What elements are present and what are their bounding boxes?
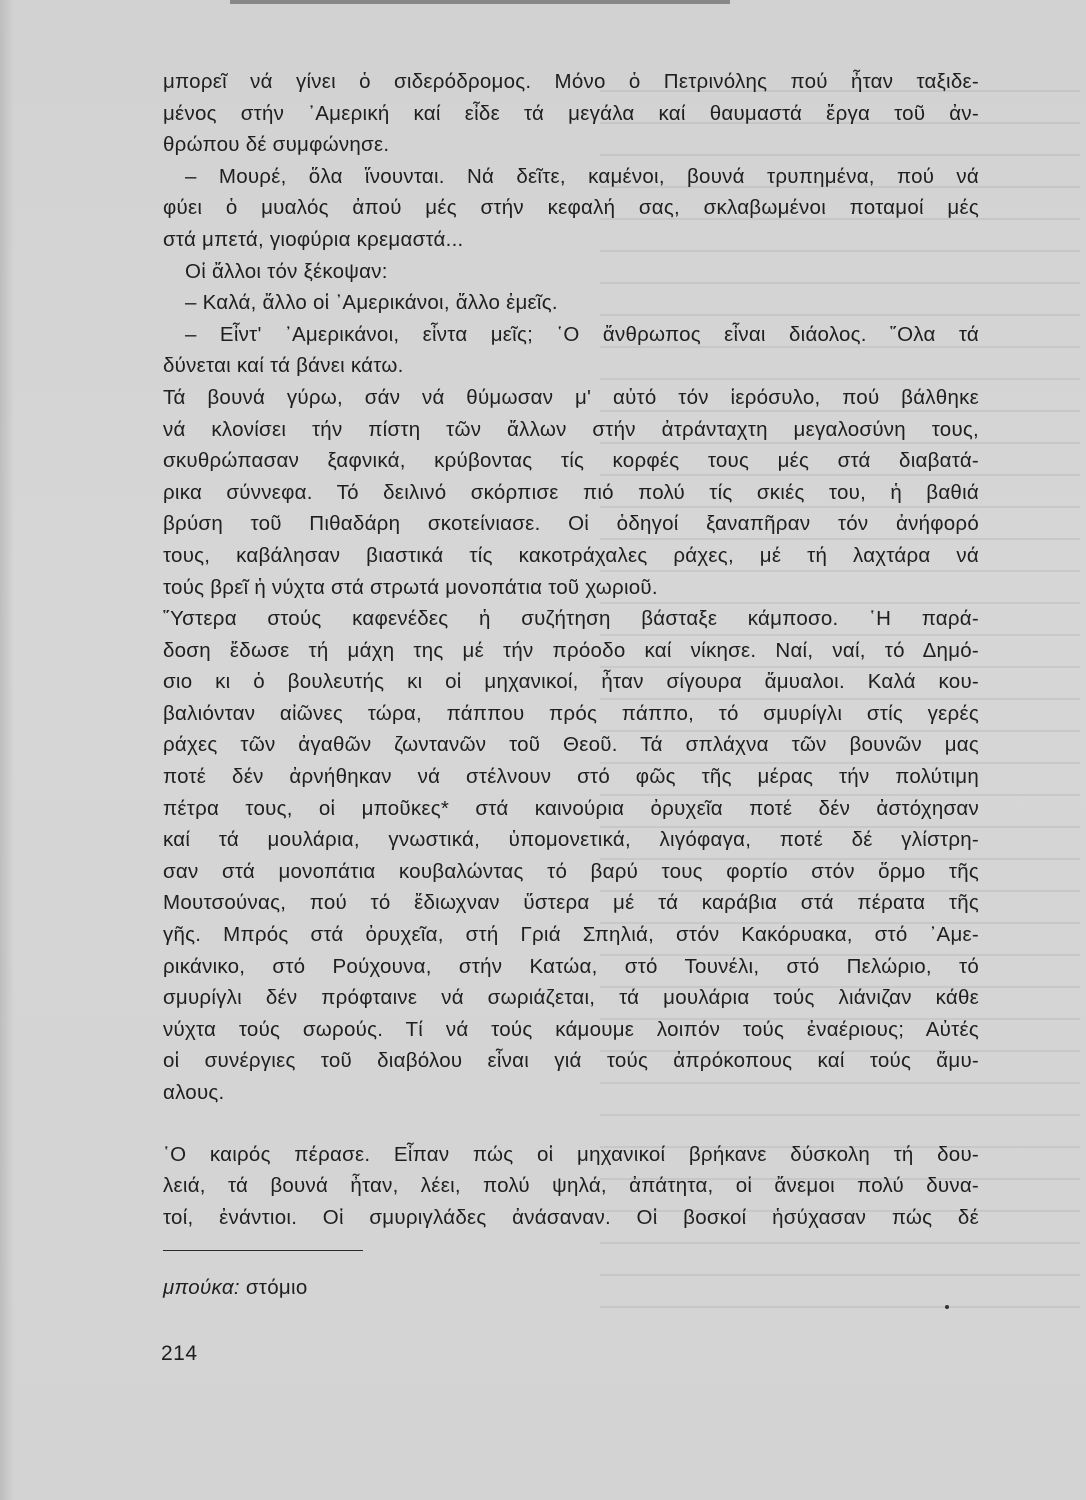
footnote-definition: στόμιο	[245, 1276, 308, 1299]
text-line: – Μουρέ, ὅλα ἵνουνται. Νά δεῖτε, καμένοι, βουνά τρυπημένα, πού νά	[185, 164, 979, 188]
paragraph-gap	[163, 1109, 979, 1139]
text-line: Τά βουνά γύρω, σάν νά θύμωσαν μ' αὐτό τόν ἱερόσυλο, πού βάλθηκε	[163, 385, 979, 409]
text-line: βαλιόνταν αἰῶνες τώρα, πάππου πρός πάππο, τό σμυρίγλι στίς γερές	[163, 701, 979, 725]
text-line: καί τά μουλάρια, γνωστικά, ὑπομονετικά, λιγόφαγα, ποτέ δέ γλίστρη-	[163, 828, 979, 852]
text-line: – Εἶντ' ᾿Αμερικάνοι, εἶντα μεῖς; ῾Ο ἄνθρωπος εἶναι διάολος. ῞Ολα τά	[185, 322, 979, 346]
text-line: νά κλονίσει τήν πίστη τῶν ἄλλων στήν ἀτράνταχτη μεγαλοσύνη τους,	[163, 417, 979, 441]
text-line: μένος στήν ᾿Αμερική καί εἶδε τά μεγάλα καί θαυμαστά ἔργα τοῦ ἀν-	[163, 101, 979, 125]
page-gutter-shadow	[0, 0, 14, 1500]
text-line: τους, καβάλησαν βιαστικά τίς κακοτράχαλες ράχες, μέ τή λαχτάρα νά	[163, 543, 979, 567]
text-line: Οἱ ἄλλοι τόν ξέκοψαν:	[185, 259, 388, 283]
text-line: σμυρίγλι δέν πρόφταινε νά σωριάζεται, τά μουλάρια τούς λιάνιζαν κάθε	[163, 986, 979, 1010]
body-text	[163, 66, 979, 1233]
footnote-rule	[163, 1250, 363, 1251]
text-line: σαν στά μονοπάτια κουβαλώντας τό βαρύ τους φορτίο στόν ὅρμο τῆς	[163, 859, 979, 883]
text-line: νύχτα τούς σωρούς. Τί νά τούς κάμουμε λοιπόν τούς ἐναέριους; Αὐτές	[163, 1017, 979, 1041]
text-line: λειά, τά βουνά ἦταν, λέει, πολύ ψηλά, ἀπάτητα, οἱ ἄνεμοι πολύ δυνα-	[163, 1174, 979, 1198]
text-line: δύνεται καί τά βάνει κάτω.	[163, 354, 404, 378]
scan-speck	[945, 1305, 949, 1309]
text-line: τοί, ἐνάντιοι. Οἱ σμυριγλάδες ἀνάσαναν. Οἱ βοσκοί ἡσύχασαν πώς δέ	[163, 1205, 979, 1229]
text-line: ῞Υστερα στούς καφενέδες ἡ συζήτηση βάσταξε κάμποσο. ῾Η παρά-	[163, 607, 979, 631]
text-line: φύει ὁ μυαλός ἀπού μές στήν κεφαλή σας, σκλαβωμένοι ποταμοί μές	[163, 196, 979, 220]
text-line: θρώπου δέ συμφώνησε.	[163, 133, 390, 157]
text-line: ῾Ο καιρός πέρασε. Εἶπαν πώς οἱ μηχανικοί βρήκανε δύσκολη τή δου-	[163, 1142, 979, 1166]
text-line: Μουτσούνας, πού τό ἔδιωχναν ὕστερα μέ τά καράβια στά πέρατα τῆς	[163, 891, 979, 915]
text-line: δοση ἔδωσε τή μάχη της μέ τήν πρόοδο καί νίκησε. Ναί, ναί, τό Δημό-	[163, 638, 979, 662]
text-line: πέτρα τους, οἱ μποῦκες* στά καινούρια ὀρυχεῖα ποτέ δέν ἀστόχησαν	[163, 796, 979, 820]
scan-top-edge	[230, 0, 730, 4]
text-line: ράχες τῶν ἀγαθῶν ζωντανῶν τοῦ Θεοῦ. Τά σπλάχνα τῶν βουνῶν μας	[163, 733, 979, 757]
footnote	[163, 1276, 308, 1300]
text-line: ρικα σύννεφα. Τό δειλινό σκόρπισε πιό πολύ τίς σκιές του, ἡ βαθιά	[163, 480, 979, 504]
text-line: γῆς. Μπρός στά ὀρυχεῖα, στή Γριά Σπηλιά, στόν Κακόρυακα, στό ᾿Αμε-	[163, 923, 979, 947]
text-line: τούς βρεῖ ἡ νύχτα στά στρωτά μονοπάτια τοῦ χωριοῦ.	[163, 575, 658, 599]
text-line: σκυθρώπασαν ξαφνικά, κρύβοντας τίς κορφές τους μές στά διαβατά-	[163, 449, 979, 473]
text-line: στά μπετά, γιοφύρια κρεμαστά...	[163, 227, 464, 251]
text-line: βρύση τοῦ Πιθαδάρη σκοτείνιασε. Οἱ ὁδηγοί ξαναπῆραν τόν ἀνήφορό	[163, 512, 979, 536]
page-number: 214	[161, 1342, 198, 1365]
text-line: οἱ συνέργιες τοῦ διαβόλου εἶναι γιά τούς ἀπρόκοπους καί τούς ἄμυ-	[163, 1049, 979, 1073]
text-line: – Καλά, ἄλλο οἱ ᾿Αμερικάνοι, ἄλλο ἐμεῖς.	[185, 291, 558, 315]
text-line: σιο κι ὁ βουλευτής κι οἱ μηχανικοί, ἦταν σίγουρα ἄμυαλοι. Καλά κου-	[163, 670, 979, 694]
text-line: αλους.	[163, 1081, 225, 1104]
text-line: ρικάνικο, στό Ρούχουνα, στήν Κατώα, στό Τουνέλι, στό Πελώριο, τό	[163, 954, 979, 978]
footnote-term: μπούκα:	[163, 1276, 240, 1299]
text-line: ποτέ δέν ἀρνήθηκαν νά στέλνουν στό φῶς τῆς μέρας τήν πολύτιμη	[163, 765, 979, 789]
text-line: μπορεῖ νά γίνει ὁ σιδερόδρομος. Μόνο ὁ Πετρινόλης πού ἦταν ταξιδε-	[163, 70, 979, 93]
